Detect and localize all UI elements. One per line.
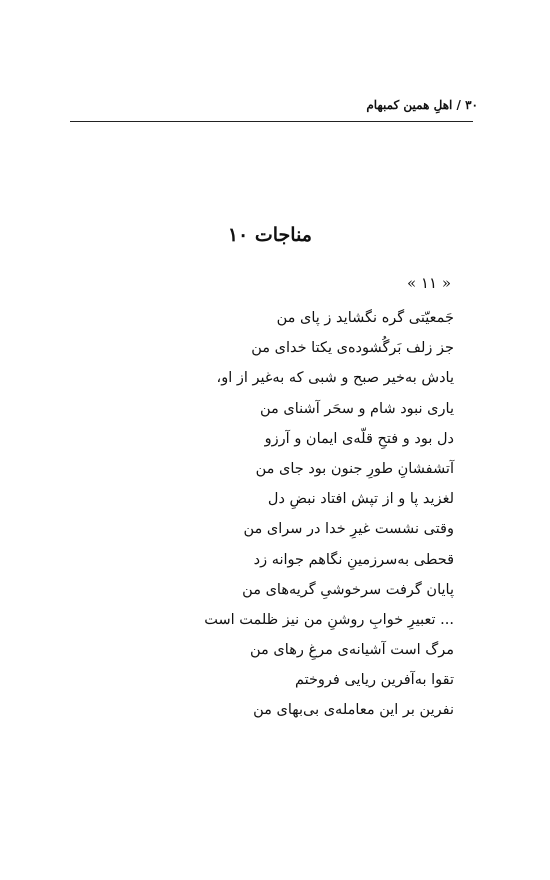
verse-line: دل بود و فتحِ قلّه‌ی ایمان و آرزو [264, 430, 454, 447]
verse-line: یاری نبود شام و سحَر آشنای من [259, 400, 454, 417]
verse-line: پایان گرفت سرخوشیِ گریه‌های من [242, 581, 454, 598]
verse-line: جز زلف بَرگُشوده‌ی یکتا خدای من [251, 340, 454, 357]
poem-number: « ۱۱ » [406, 274, 451, 292]
poem-verses [204, 303, 454, 726]
verse-line: یادش به‌خیر صبح و شبی که به‌غیر از او، [216, 370, 454, 387]
header-divider [70, 121, 473, 122]
poem-title: مناجات ۱۰ [227, 224, 312, 246]
verse-line: وقتی نشست غیرِ خدا در سرای من [243, 521, 454, 538]
verse-line: قحطی به‌سرزمینِ نگاهم جوانه زد [253, 551, 454, 568]
verse-line: تقوا به‌آفرین ریایی فروختم [294, 672, 454, 689]
verse-line: جَمعیّتی گره نگشاید ز پای من [276, 310, 454, 326]
verse-line: نفرین بر این معامله‌ی بی‌بهای من [253, 702, 454, 719]
running-header: ۳۰ / اهلِ همین کمبهام [366, 98, 478, 112]
verse-line: لغزید پا و از تپش افتاد نبضِ دل [267, 491, 454, 508]
verse-line: مرگ است آشیانه‌ی مرغِ رهای من [250, 642, 454, 659]
verse-line: ... تعبیرِ خوابِ روشنِ من نیز ظلمت است [204, 611, 454, 628]
verse-line: آتشفشانِ طورِ جنون بود جای من [255, 460, 454, 477]
